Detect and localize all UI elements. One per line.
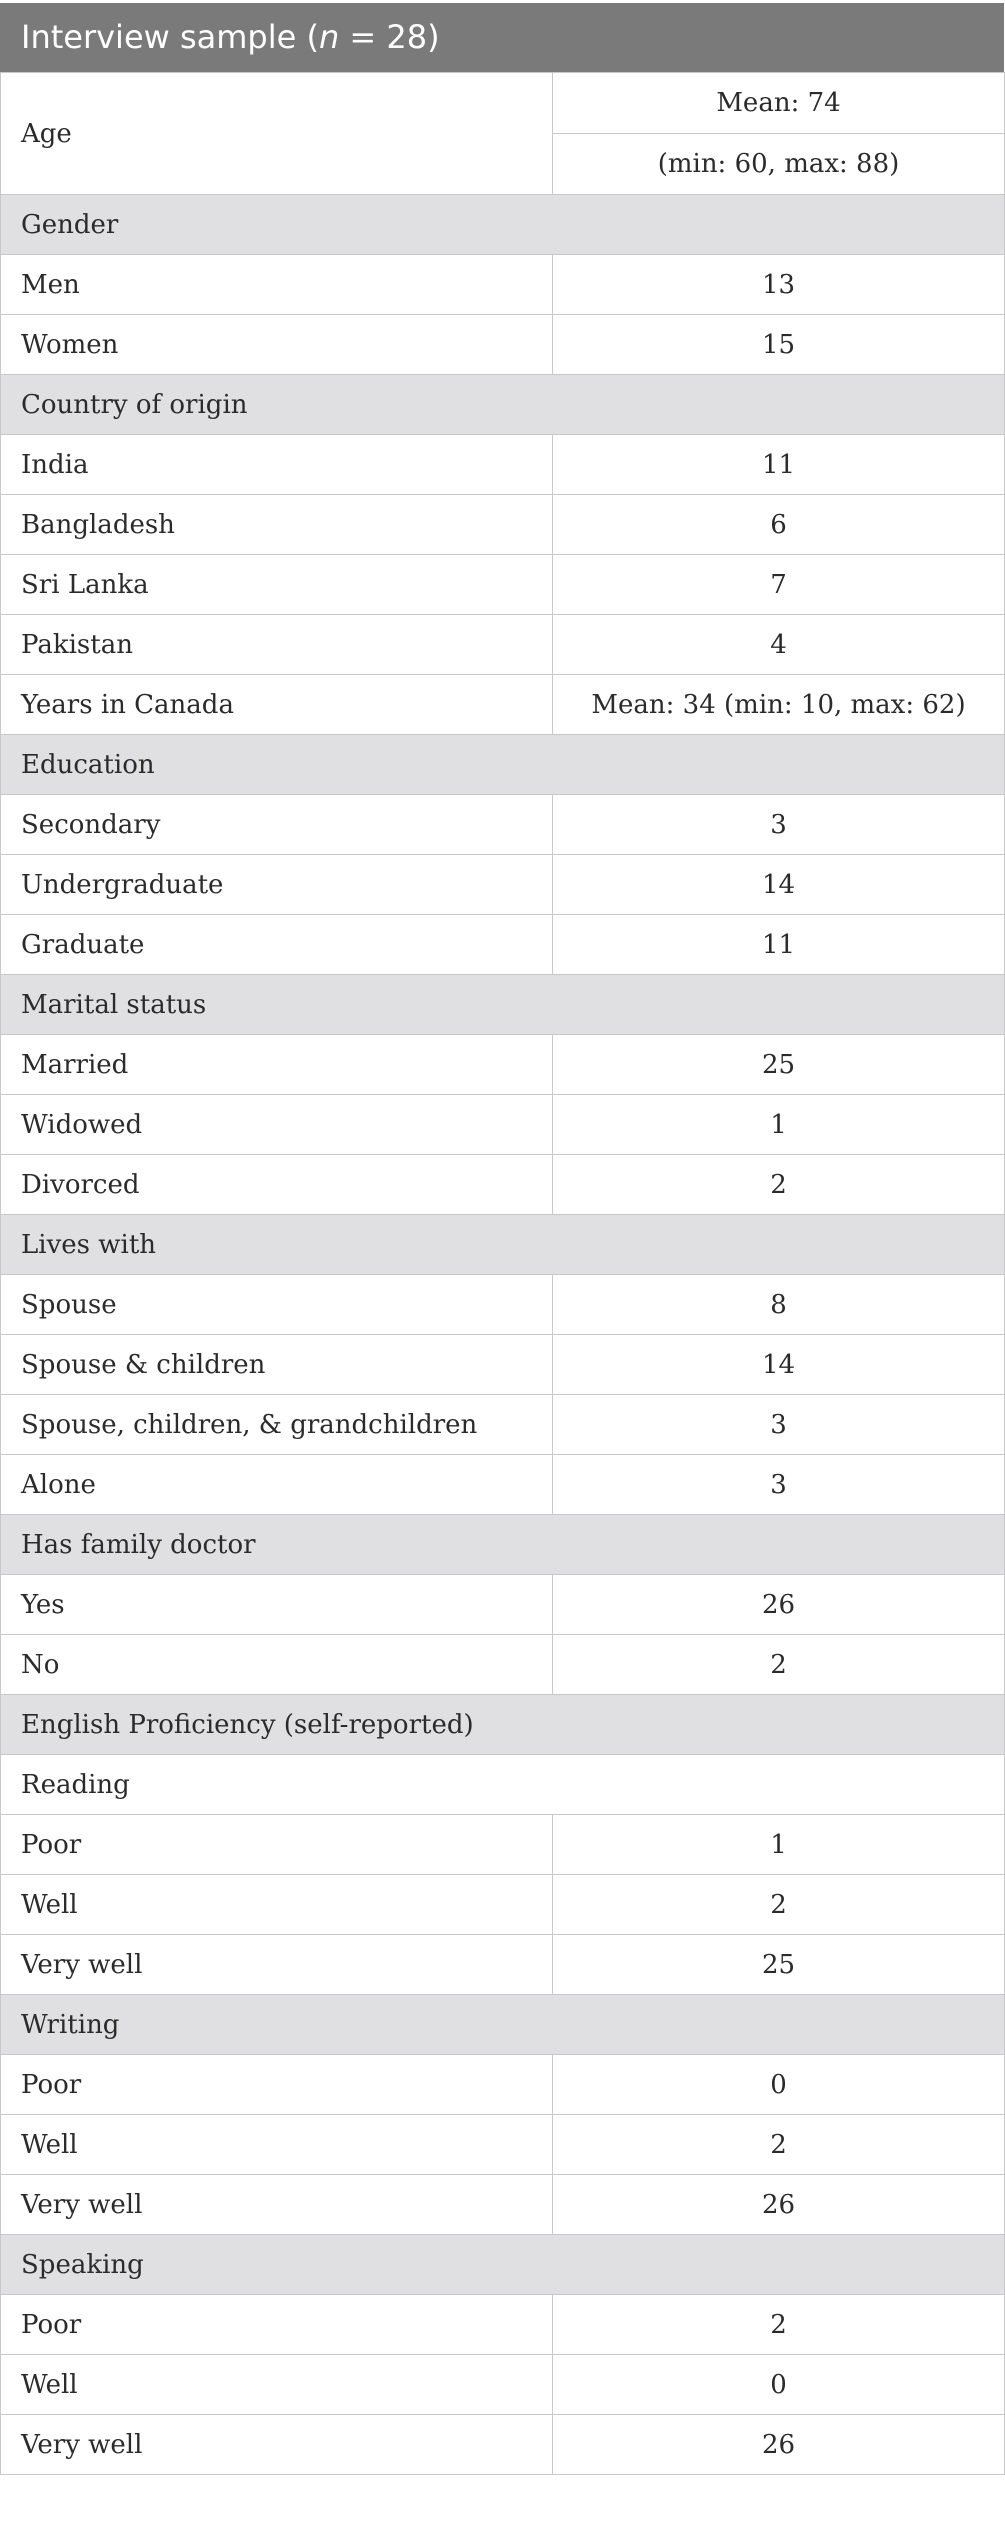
row-label: Well xyxy=(1,1875,553,1935)
row-label: Secondary xyxy=(1,795,553,855)
section-label: Gender xyxy=(1,195,1005,255)
row-label: Graduate xyxy=(1,915,553,975)
table-row xyxy=(1,1575,1005,1635)
section-header-row xyxy=(1,375,1005,435)
row-value: 11 xyxy=(553,435,1005,495)
row-label: Poor xyxy=(1,2295,553,2355)
section-label: Marital status xyxy=(1,975,1005,1035)
age-mean: Mean: 74 xyxy=(553,73,1005,134)
row-label: Undergraduate xyxy=(1,855,553,915)
row-value: 26 xyxy=(553,2415,1005,2475)
section-header-row xyxy=(1,1515,1005,1575)
row-label: Married xyxy=(1,1035,553,1095)
section-header-row xyxy=(1,1995,1005,2055)
row-value: 8 xyxy=(553,1275,1005,1335)
row-value: 13 xyxy=(553,255,1005,315)
table-row xyxy=(1,675,1005,735)
row-label: Yes xyxy=(1,1575,553,1635)
row-label: Spouse, children, & grandchildren xyxy=(1,1395,553,1455)
row-label: Bangladesh xyxy=(1,495,553,555)
table-row xyxy=(1,255,1005,315)
row-value: 0 xyxy=(553,2355,1005,2415)
demographics-table xyxy=(0,3,1004,2475)
table-row xyxy=(1,1455,1005,1515)
age-range: (min: 60, max: 88) xyxy=(553,134,1005,195)
table-body xyxy=(1,73,1005,2475)
row-label: Years in Canada xyxy=(1,675,553,735)
section-label: Lives with xyxy=(1,1215,1005,1275)
row-value: 14 xyxy=(553,1335,1005,1395)
row-value: 0 xyxy=(553,2055,1005,2115)
section-label: Education xyxy=(1,735,1005,795)
table-row xyxy=(1,855,1005,915)
row-value: 2 xyxy=(553,2115,1005,2175)
row-label: Women xyxy=(1,315,553,375)
row-value: Mean: 34 (min: 10, max: 62) xyxy=(553,675,1005,735)
title-count: = 28) xyxy=(339,18,440,56)
table-row xyxy=(1,2175,1005,2235)
row-label: Pakistan xyxy=(1,615,553,675)
row-label: Divorced xyxy=(1,1155,553,1215)
row-label: Very well xyxy=(1,2415,553,2475)
table-row xyxy=(1,2355,1005,2415)
row-label: Poor xyxy=(1,1815,553,1875)
table-row xyxy=(1,1875,1005,1935)
row-value: 11 xyxy=(553,915,1005,975)
table-row-age xyxy=(1,73,1005,134)
table-row xyxy=(1,1635,1005,1695)
row-value: 2 xyxy=(553,1155,1005,1215)
section-header-row xyxy=(1,975,1005,1035)
row-label: Well xyxy=(1,2355,553,2415)
data-table xyxy=(0,72,1005,2475)
row-label: Well xyxy=(1,2115,553,2175)
row-value: 3 xyxy=(553,1455,1005,1515)
row-value: 15 xyxy=(553,315,1005,375)
row-value: 2 xyxy=(553,1875,1005,1935)
row-value: 26 xyxy=(553,1575,1005,1635)
row-value: 14 xyxy=(553,855,1005,915)
section-label: Reading xyxy=(1,1755,1005,1815)
table-row xyxy=(1,1815,1005,1875)
table-row xyxy=(1,795,1005,855)
row-value: 26 xyxy=(553,2175,1005,2235)
section-header-row xyxy=(1,735,1005,795)
row-label: No xyxy=(1,1635,553,1695)
section-header-row xyxy=(1,1695,1005,1755)
row-value: 1 xyxy=(553,1095,1005,1155)
row-label: India xyxy=(1,435,553,495)
row-value: 7 xyxy=(553,555,1005,615)
row-label: Very well xyxy=(1,1935,553,1995)
table-row xyxy=(1,435,1005,495)
title-n: n xyxy=(318,18,340,56)
row-value: 2 xyxy=(553,1635,1005,1695)
table-row xyxy=(1,1095,1005,1155)
row-label: Poor xyxy=(1,2055,553,2115)
row-value: 3 xyxy=(553,1395,1005,1455)
age-label: Age xyxy=(1,73,553,195)
row-value: 3 xyxy=(553,795,1005,855)
row-value: 6 xyxy=(553,495,1005,555)
section-header-row xyxy=(1,1215,1005,1275)
table-row xyxy=(1,1935,1005,1995)
section-label: English Proficiency (self-reported) xyxy=(1,1695,1005,1755)
section-header-row xyxy=(1,195,1005,255)
table-row xyxy=(1,2055,1005,2115)
table-row xyxy=(1,495,1005,555)
table-row xyxy=(1,615,1005,675)
table-row xyxy=(1,315,1005,375)
row-value: 25 xyxy=(553,1935,1005,1995)
section-label: Country of origin xyxy=(1,375,1005,435)
section-label: Writing xyxy=(1,1995,1005,2055)
table-row xyxy=(1,555,1005,615)
row-label: Alone xyxy=(1,1455,553,1515)
row-value: 4 xyxy=(553,615,1005,675)
row-label: Widowed xyxy=(1,1095,553,1155)
row-label: Sri Lanka xyxy=(1,555,553,615)
row-label: Men xyxy=(1,255,553,315)
title-prefix: Interview sample ( xyxy=(21,18,319,56)
section-header-row xyxy=(1,1755,1005,1815)
section-header-row xyxy=(1,2235,1005,2295)
table-row xyxy=(1,915,1005,975)
row-value: 1 xyxy=(553,1815,1005,1875)
table-row xyxy=(1,1275,1005,1335)
row-label: Very well xyxy=(1,2175,553,2235)
row-value: 2 xyxy=(553,2295,1005,2355)
table-row xyxy=(1,1335,1005,1395)
row-label: Spouse xyxy=(1,1275,553,1335)
table-row xyxy=(1,1035,1005,1095)
table-row xyxy=(1,2295,1005,2355)
table-title xyxy=(0,3,1004,72)
table-row xyxy=(1,2415,1005,2475)
row-value: 25 xyxy=(553,1035,1005,1095)
row-label: Spouse & children xyxy=(1,1335,553,1395)
section-label: Speaking xyxy=(1,2235,1005,2295)
table-row xyxy=(1,1155,1005,1215)
section-label: Has family doctor xyxy=(1,1515,1005,1575)
table-row xyxy=(1,1395,1005,1455)
table-row xyxy=(1,2115,1005,2175)
